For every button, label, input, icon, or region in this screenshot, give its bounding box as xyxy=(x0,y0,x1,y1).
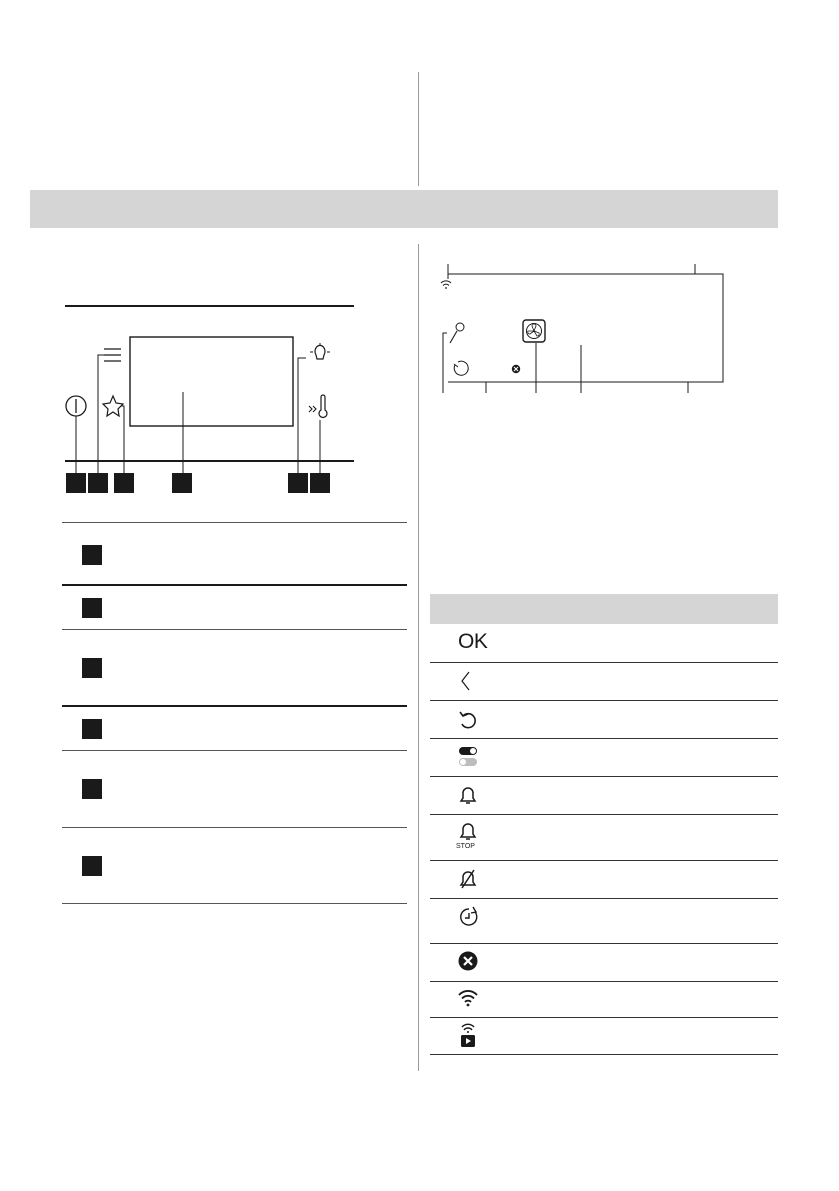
callout-marker-6 xyxy=(310,473,330,493)
legend-marker-6 xyxy=(82,856,102,876)
symbol-table-header xyxy=(430,594,778,624)
legend-marker-4 xyxy=(82,719,102,739)
symbol-row xyxy=(430,1017,778,1055)
food-sensor-icon xyxy=(450,323,464,343)
legend-rule xyxy=(62,705,407,707)
undo-icon xyxy=(458,710,478,730)
bell-stop-icon xyxy=(458,820,478,842)
ok-icon: OK xyxy=(458,630,488,653)
legend-marker-5 xyxy=(82,779,102,799)
symbol-row xyxy=(430,860,778,899)
callout-marker-1 xyxy=(66,473,86,493)
symbol-row xyxy=(430,981,778,1018)
remote-start-icon xyxy=(459,1022,477,1048)
timer-icon xyxy=(454,361,468,375)
bell-off-icon xyxy=(458,868,478,890)
callout-marker-2 xyxy=(88,473,108,493)
legend-rule xyxy=(62,584,407,586)
cancel-circle-icon xyxy=(458,951,478,971)
toggle-switch-icon xyxy=(458,746,480,768)
delayed-start-icon xyxy=(458,906,480,928)
bell-icon xyxy=(458,784,478,806)
symbol-row xyxy=(430,814,778,861)
display-area xyxy=(130,337,293,426)
callout-marker-4 xyxy=(172,473,192,493)
legend-marker-3 xyxy=(82,658,102,678)
favourite-star-icon xyxy=(103,396,123,416)
top-column-divider xyxy=(418,72,419,186)
symbol-row xyxy=(430,776,778,815)
wifi-icon xyxy=(458,989,478,1007)
lamp-icon xyxy=(310,343,330,359)
legend-rule xyxy=(62,629,407,630)
stop-label: STOP xyxy=(456,843,475,850)
control-panel-diagram xyxy=(0,0,418,500)
wifi-icon xyxy=(441,281,451,289)
main-column-divider xyxy=(418,244,419,1071)
legend-bottom-rule xyxy=(62,903,407,904)
legend-top-rule xyxy=(62,522,407,523)
legend-rule xyxy=(62,750,407,751)
callout-marker-3 xyxy=(114,473,134,493)
symbol-row xyxy=(430,738,778,777)
symbol-row xyxy=(430,624,778,663)
symbol-row xyxy=(430,943,778,982)
panel-drawing xyxy=(0,0,418,500)
legend-rule xyxy=(62,827,407,828)
back-chevron-icon xyxy=(460,671,472,691)
legend-marker-1 xyxy=(82,545,102,565)
legend-marker-2 xyxy=(82,598,102,618)
menu-icon xyxy=(104,349,121,361)
fan-heating-function-icon xyxy=(523,320,545,342)
symbol-row xyxy=(430,700,778,739)
cancel-icon xyxy=(512,365,520,373)
power-icon xyxy=(66,396,86,416)
callout-marker-5 xyxy=(288,473,308,493)
symbol-row xyxy=(430,898,778,944)
display-diagram xyxy=(425,255,735,405)
fast-heat-up-icon xyxy=(309,395,327,417)
symbol-row xyxy=(430,662,778,701)
